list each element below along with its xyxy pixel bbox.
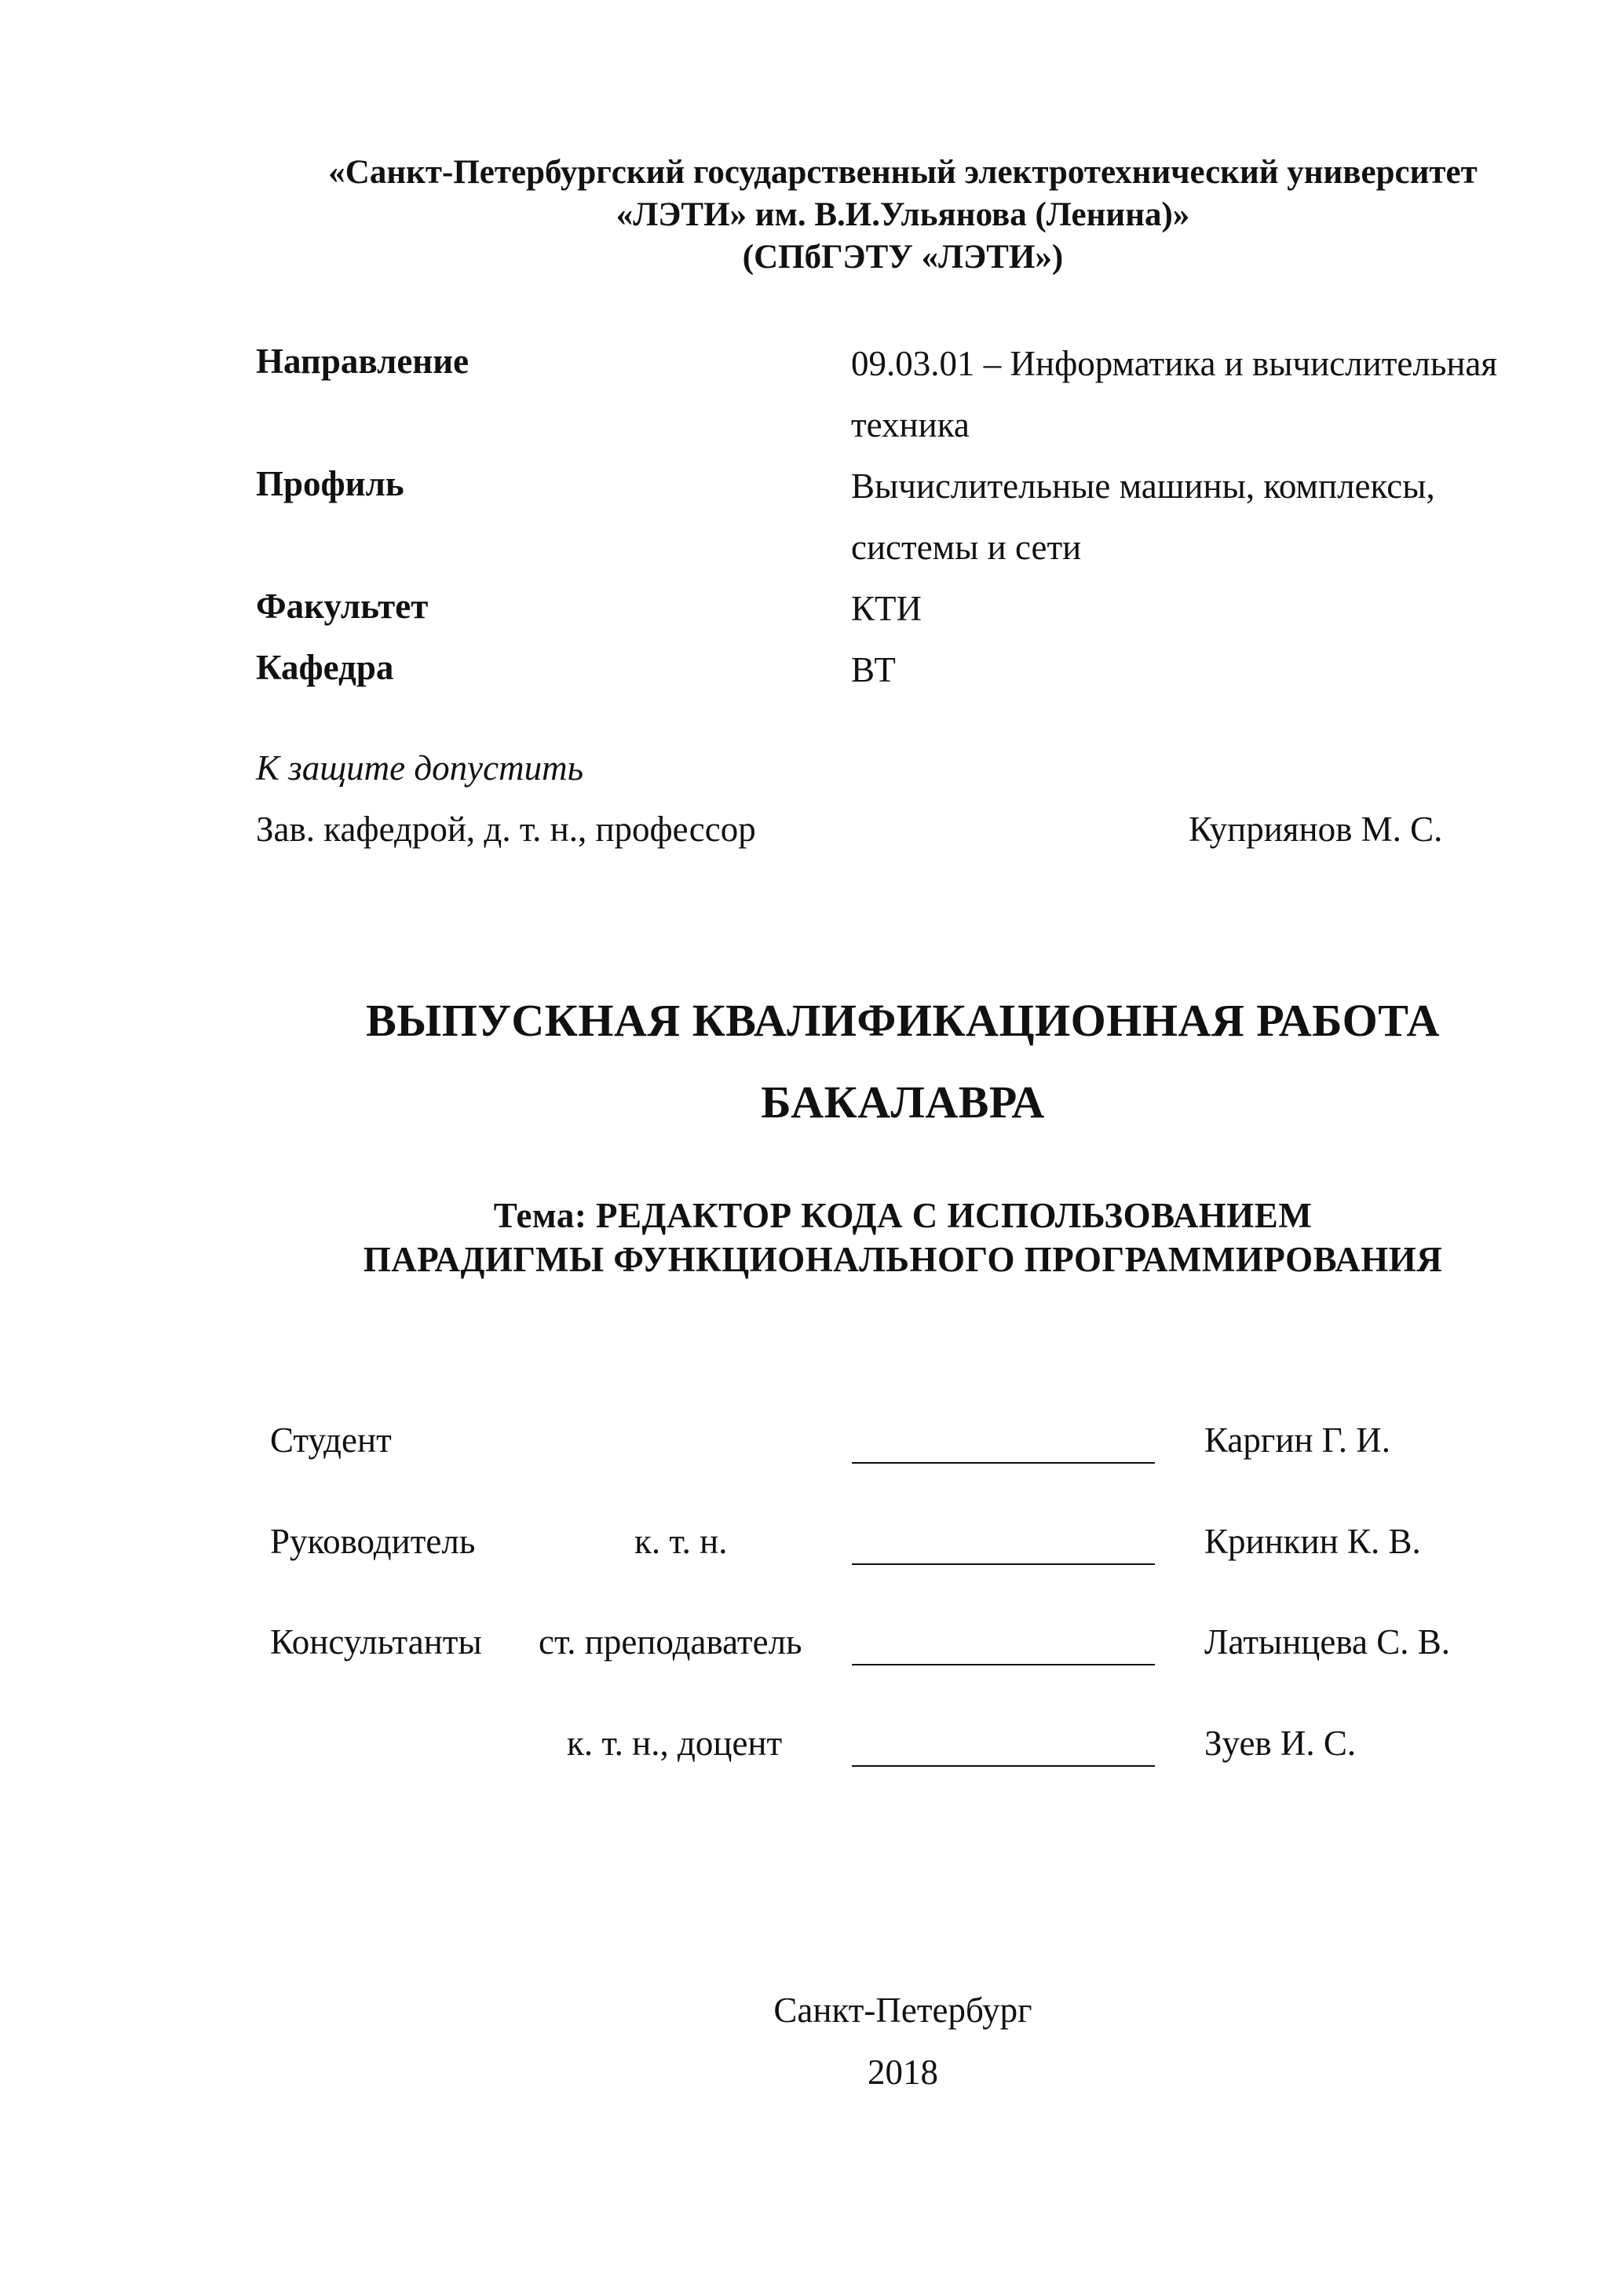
signature-name: Зуев И. С.: [1204, 1724, 1357, 1763]
signature-role: Студент: [270, 1420, 392, 1460]
signature-degree: ст. преподаватель: [539, 1622, 802, 1662]
profile-label: Профиль: [256, 464, 404, 503]
signature-line: [852, 1462, 1155, 1464]
direction-label: Направление: [256, 342, 469, 381]
approval-position: Зав. кафедрой, д. т. н., профессор: [256, 810, 756, 849]
university-name-line-2: «ЛЭТИ» им. В.И.Ульянова (Ленина)»: [616, 196, 1190, 233]
university-abbreviation: (СПбГЭТУ «ЛЭТИ»): [742, 239, 1064, 276]
work-title-line-2: БАКАЛАВРА: [761, 1077, 1045, 1128]
signature-line: [852, 1765, 1155, 1767]
signature-name: Каргин Г. И.: [1204, 1420, 1390, 1460]
signature-role: Руководитель: [270, 1522, 476, 1561]
approval-name: Куприянов М. С.: [1189, 810, 1443, 849]
city: Санкт-Петербург: [773, 1991, 1032, 2030]
year: 2018: [868, 2053, 938, 2092]
signature-name: Кринкин К. В.: [1204, 1522, 1421, 1561]
department-label: Кафедра: [256, 648, 394, 687]
direction-value: 09.03.01 – Информатика и вычислительная техника: [851, 344, 1498, 444]
topic-line-2: ПАРАДИГМЫ ФУНКЦИОНАЛЬНОГО ПРОГРАММИРОВАНИЯ: [363, 1240, 1443, 1279]
approval-heading: К защите допустить: [256, 748, 584, 788]
topic-line-1: Тема: РЕДАКТОР КОДА С ИСПОЛЬЗОВАНИЕМ: [493, 1196, 1313, 1235]
signature-degree: к. т. н.: [634, 1522, 728, 1561]
university-name-line-1: «Санкт-Петербургский государственный электротехнический университет: [328, 154, 1478, 191]
profile-value: Вычислительные машины, комплексы, системы и сети: [851, 466, 1435, 567]
work-title-line-1: ВЫПУСКНАЯ КВАЛИФИКАЦИОННАЯ РАБОТА: [366, 995, 1440, 1046]
signature-role: Консультанты: [270, 1622, 482, 1662]
faculty-value: КТИ: [851, 589, 922, 628]
faculty-label: Факультет: [256, 587, 429, 626]
signature-name: Латынцева С. В.: [1204, 1622, 1451, 1662]
signature-line: [852, 1664, 1155, 1665]
department-value: ВТ: [851, 650, 896, 689]
signature-line: [852, 1563, 1155, 1565]
signature-degree: к. т. н., доцент: [567, 1724, 783, 1763]
